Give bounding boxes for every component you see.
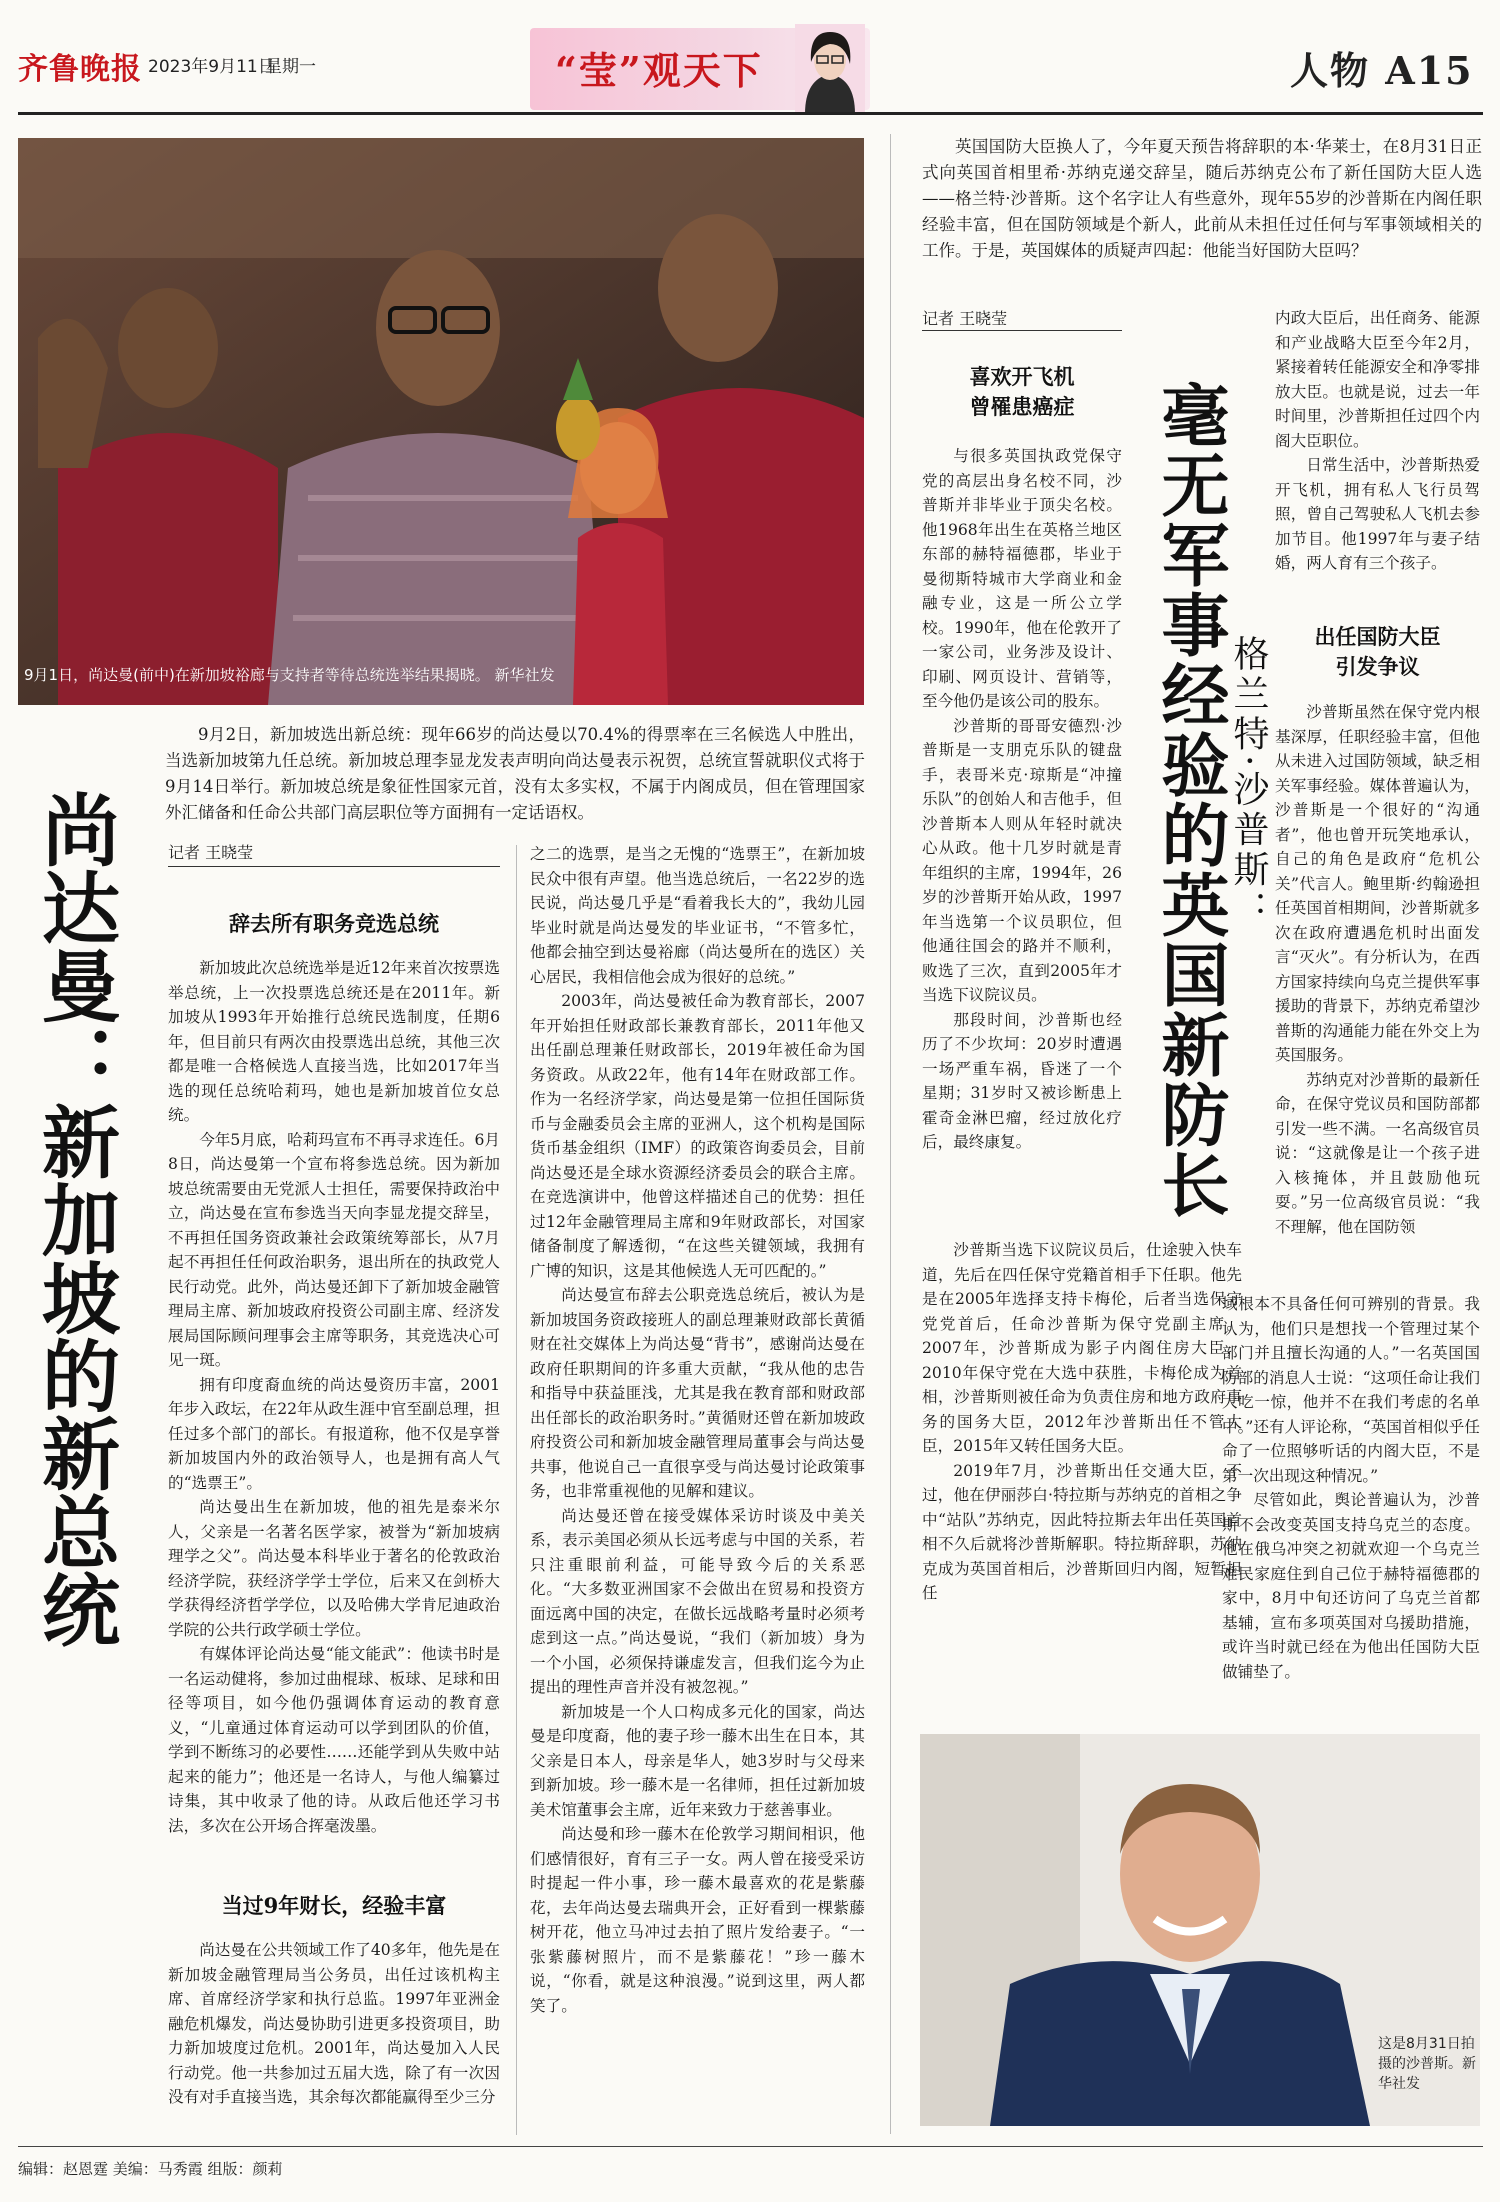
- paragraph: 新加坡是一个人口构成多元化的国家，尚达曼是印度裔，他的妻子珍一藤木出生在日本，其父亲是日本人，母亲是华人，她3岁时与父母来到新加坡。珍一藤木是一名律师，担任过新加坡美术馆董事会主席，近年来致力于慈善事业。: [530, 1702, 865, 1819]
- uk-headline-sub: 格兰特·沙普斯：: [1228, 635, 1269, 931]
- paragraph: 尚达曼出生在新加坡，他的祖先是泰米尔人，父亲是一名著名医学家，被誉为“新加坡病理学之父”。尚达曼本科毕业于著名的伦敦政治经济学院，获经济学学士学位，后来又在剑桥大学获得经济哲学学位，以及哈佛大学肯尼迪政治学院的公共行政学硕士学位。: [168, 1498, 500, 1639]
- uk-col3: [1222, 1292, 1480, 1684]
- header-rule: [18, 112, 1483, 115]
- uk-headline: 毫无军事经验的英国新防长: [1150, 380, 1230, 1220]
- singapore-byline: 记者 王晓莹: [168, 843, 254, 862]
- columnist-portrait: [795, 24, 865, 114]
- paragraph: 拥有印度裔血统的尚达曼资历丰富，2001年步入政坛，在22年从政生涯中官至副总理，担任过多个部门的部长。有报道称，他不仅是享誉新加坡国内外的政治领导人，也是拥有高人气的“选票王”。: [168, 1375, 500, 1492]
- uk-subhead-1: 喜欢开飞机 曾罹患癌症: [969, 364, 1075, 419]
- paragraph: 内政大臣后，出任商务、能源和产业战略大臣至今年2月，紧接着转任能源安全和净零排放大臣。也就是说，过去一年时间里，沙普斯担任过四个内阁大臣职位。: [1275, 309, 1480, 450]
- paragraph: 尚达曼宣布辞去公职竞选总统后，被认为是新加坡国务资政接班人的副总理兼财政部长黄循财在社交媒体上为尚达曼“背书”，感谢尚达曼在政府任职期间的许多重大贡献，“我从他的忠告和指导中获益匪浅，尤其是我在教育部和财政部出任部长的政治职务时。”黄循财还曾在新加坡政府投资公司和新加坡金融管理局董事会与尚达曼共事，他说自己一直很享受与尚达曼讨论政策事务，也非常重视他的见解和建议。: [530, 1286, 865, 1500]
- uk-lead: 英国国防大臣换人了，今年夏天预告将辞职的本·华莱士，在8月31日正式向英国首相里希·苏纳克递交辞呈，随后苏纳克公布了新任国防大臣人选——格兰特·沙普斯。这个名字让人有些意外，现年55岁的沙普斯在内阁任职经验丰富，但在国防领域是个新人，此前从未担任过任何与军事领域相关的工作。于是，英国媒体的质疑声四起：他能当好国防大臣吗？: [922, 137, 1482, 260]
- paragraph: 与很多英国执政党保守党的高层出身名校不同，沙普斯并非毕业于顶尖名校。他1968年出生在英格兰地区东部的赫特福德郡，毕业于曼彻斯特城市大学商业和金融专业，这是一所公立学校。1990年，他在伦敦开了一家公司，业务涉及设计、印刷、网页设计、营销等，至今他仍是该公司的股东。: [922, 447, 1122, 710]
- paragraph: 那段时间，沙普斯也经历了不少坎坷：20岁时遭遇一场严重车祸，昏迷了一个星期；31岁时又被诊断患上霍奇金淋巴瘤，经过放化疗后，最终康复。: [922, 1010, 1122, 1151]
- paragraph: 尚达曼在公共领域工作了40多年，他先是在新加坡金融管理局当公务员，出任过该机构主席、首席经济学家和执行总监。1997年亚洲金融危机爆发，尚达曼协助引进更多投资项目，助力新加坡度过危机。2001年，尚达曼加入人民行动党。他一共参加过五届大选，除了有一次因没有对手直接当选，其余每次都能赢得至少三分: [168, 1941, 500, 2106]
- uk-col2b: [1275, 700, 1480, 1239]
- uk-subhead-2: 出任国防大臣 引发争议: [1314, 624, 1441, 679]
- uk-col2: [1275, 306, 1480, 576]
- election-photo-illustration: [18, 138, 864, 705]
- paragraph: 日常生活中，沙普斯热爱开飞机，拥有私人飞行员驾照，曾自己驾驶私人飞机去参加节目。他1997年与妻子结婚，两人育有三个孩子。: [1275, 456, 1480, 572]
- byline-rule: [168, 866, 500, 867]
- paragraph: 苏纳克对沙普斯的最新任命，在保守党议员和国防部都引发一些不满。一名高级官员说：“这就像是让一个孩子进入核掩体，并且鼓励他玩耍。”另一位高级官员说：“我不理解，他在国防领: [1275, 1070, 1480, 1236]
- singapore-col1b: [168, 1938, 500, 2110]
- singapore-subhead-2: 当过9年财长，经验丰富: [221, 1893, 447, 1918]
- paragraph: 今年5月底，哈莉玛宣布不再寻求连任。6月8日，尚达曼第一个宣布将参选总统。因为新加坡总统需要由无党派人士担任，需要保持政治中立，尚达曼在宣布参选当天向李显龙提交辞呈，不再担任国务资政兼社会政策统筹部长，从7月起不再担任任何政治职务，退出所在的执政党人民行动党。此外，尚达曼还卸下了新加坡金融管理局主席、新加坡政府投资公司副主席、经济发展局国际顾问理事会主席等职务，其竞选决心可见一斑。: [168, 1130, 500, 1369]
- singapore-col1: [168, 956, 500, 1838]
- page-divider: [890, 134, 891, 2134]
- paragraph: 沙普斯虽然在保守党内根基深厚，任职经验丰富，但他从未进入过国防领域，缺乏相关军事经验。媒体普遍认为，沙普斯是一个很好的“沟通者”，他也曾开玩笑地承认，自己的角色是政府“危机公关”代言人。鲍里斯·约翰逊担任英国首相期间，沙普斯就多次在政府遭遇危机时出面发言“灭火”。有分析认为，在西方国家持续向乌克兰提供军事援助的背景下，苏纳克希望沙普斯的沟通能力能在外交上为英国服务。: [1275, 703, 1480, 1064]
- paragraph: 尚达曼还曾在接受媒体采访时谈及中美关系，表示美国必须从长远考虑与中国的关系，若只注重眼前利益，可能导致今后的关系恶化。“大多数亚洲国家不会做出在贸易和投资方面远离中国的决定，在做长远战略考量时必须考虑到这一点。”尚达曼说，“我们（新加坡）身为一个小国，必须保持谦虚发言，但我们迄今为止提出的理性声音并没有被忽视。”: [530, 1506, 865, 1696]
- paragraph: 有媒体评论尚达曼“能文能武”：他读书时是一名运动健将，参加过曲棍球、板球、足球和田径等项目，如今他仍强调体育运动的教育意义，“儿童通过体育运动可以学到团队的价值，学到不断练习的必要性……还能学到从失败中站起来的能力”；他还是一名诗人，与他人编纂过诗集，其中收录了他的诗。从政后他还学习书法，多次在公开场合挥毫泼墨。: [168, 1645, 500, 1835]
- paragraph: 尚达曼和珍一藤木在伦敦学习期间相识，他们感情很好，育有三子一女。两人曾在接受采访时提起一件小事，珍一藤木最喜欢的花是紫藤花，去年尚达曼去瑞典开会，正好看到一棵紫藤树开花，他立马冲过去拍了照片发给妻子。“一张紫藤树照片，而不是紫藤花！”珍一藤木说，“你看，就是这种浪漫。”说到这里，两人都笑了。: [530, 1825, 865, 2015]
- editor-credits: 编辑：赵恩霆 美编：马秀霞 组版：颜莉: [18, 2160, 283, 2178]
- election-photo-caption: 9月1日，尚达曼(前中)在新加坡裕廊与支持者等待总统选举结果揭晓。 新华社发: [24, 666, 555, 684]
- paragraph: 之二的选票，是当之无愧的“选票王”，在新加坡民众中很有声望。他当选总统后，一名22岁的选民说，尚达曼几乎是“看着我长大的”，我幼儿园毕业时就是尚达曼发的毕业证书，“不管多忙，他都会抽空到达曼裕廊（尚达曼所在的选区）关心居民，我相信他会成为很好的总统。”: [530, 845, 865, 986]
- singapore-col2: [530, 842, 865, 2018]
- paragraph: 沙普斯的哥哥安德烈·沙普斯是一支朋克乐队的键盘手，表哥米克·琼斯是“冲撞乐队”的创始人和吉他手，但沙普斯本人则从年轻时就决心从政。他十几岁时就是青年组织的主席，1994年，26岁的沙普斯开始从政，1997年当选第一个议员职位，但他通往国会的路并不顺利，败选了三次，直到2005年才当选下议院议员。: [922, 716, 1122, 1004]
- shapps-photo-caption: 这是8月31日拍摄的沙普斯。新华社发: [1378, 2036, 1476, 2092]
- byline-rule: [922, 330, 1122, 331]
- issue-date: 2023年9月11日: [148, 57, 275, 77]
- paragraph: 沙普斯当选下议院议员后，仕途驶入快车道，先后在四任保守党籍首相手下任职。他先是在2005年选择支持卡梅伦，后者当选保守党党首后，任命沙普斯为保守党副主席。2007年，沙普斯成为影子内阁住房大臣，2010年保守党在大选中获胜，卡梅伦成为首相，沙普斯则被任命为负责住房和地方政府事务的国务大臣，2012年沙普斯出任不管大臣，2015年又转任国务大臣。: [922, 1241, 1242, 1455]
- column-rule: [516, 845, 517, 2135]
- footer-rule: [18, 2146, 1483, 2147]
- section-title: 人物 A15: [1290, 48, 1474, 93]
- paragraph: 新加坡此次总统选举是近12年来首次按票选举总统，上一次投票选总统还是在2011年。新加坡从1993年开始推行总统民选制度，任期6年，但目前只有两次由投票选出总统，其他三次都是唯一合格候选人直接当选，比如2017年当选的现任总统哈莉玛，她也是新加坡首位女总统。: [168, 959, 500, 1124]
- paragraph: 尽管如此，舆论普遍认为，沙普斯不会改变英国支持乌克兰的态度。他在俄乌冲突之初就欢迎一个乌克兰难民家庭住到自己位于赫特福德郡的家中，8月中旬还访问了乌克兰首都基辅，宣布多项英国对乌援助措施，或许当时就已经在为他出任国防大臣做铺垫了。: [1222, 1491, 1480, 1681]
- singapore-subhead-1: 辞去所有职务竞选总统: [229, 911, 439, 936]
- uk-col1: [922, 444, 1122, 1155]
- uk-byline: 记者 王晓莹: [922, 309, 1008, 328]
- column-name: “莹”观天下: [555, 48, 763, 93]
- singapore-lead: 9月2日，新加坡选出新总统：现年66岁的尚达曼以70.4%的得票率在三名候选人中胜出，当选新加坡第九任总统。新加坡总理李显龙发表声明向尚达曼表示祝贺，总统宣誓就职仪式将于9月14日举行。新加坡总统是象征性国家元首，没有太多实权，不属于内阁成员，但在管理国家外汇储备和任命公共部门高层职位等方面拥有一定话语权。: [165, 725, 865, 822]
- masthead-logo: 齐鲁晚报: [18, 52, 142, 87]
- paragraph: 2019年7月，沙普斯出任交通大臣，不过，他在伊丽莎白·特拉斯与苏纳克的首相之争中“站队”苏纳克，因此特拉斯去年出任英国首相不久后就将沙普斯解职。特拉斯辞职，苏纳克成为英国首相后，沙普斯回归内阁，短暂担任: [922, 1461, 1242, 1602]
- paragraph: 2003年，尚达曼被任命为教育部长，2007年开始担任财政部长兼教育部长，2011年他又出任副总理兼任财政部长，2019年被任命为国务资政。从政22年，他有14年在财政部工作。作为一名经济学家，尚达曼是第一位担任国际货币与金融委员会主席的亚洲人，这个机构是国际货币基金组织（IMF）的政策咨询委员会，目前尚达曼还是全球水资源经济委员会的联合主席。在竞选演讲中，他曾这样描述自己的优势：担任过12年金融管理局主席和9年财政部长，对国家储备制度了解透彻，“在这些关键领域，我拥有广博的知识，这是其他候选人无可匹配的。”: [530, 992, 865, 1280]
- paragraph: 域根本不具备任何可辨别的背景。我认为，他们只是想找一个管理过某个部门并且擅长沟通的人。”一名英国国防部的消息人士说：“这项任命让我们大吃一惊，他并不在我们考虑的名单中。”还有人评论称，“英国首相似乎任命了一位照够听话的内阁大臣，不是第一次出现这种情况。”: [1222, 1295, 1480, 1485]
- issue-weekday: 星期一: [265, 57, 316, 77]
- uk-col1-continued: [922, 1238, 1242, 1606]
- singapore-headline: 尚达曼：新加坡的新总统: [29, 790, 120, 1648]
- election-photo: [18, 138, 864, 705]
